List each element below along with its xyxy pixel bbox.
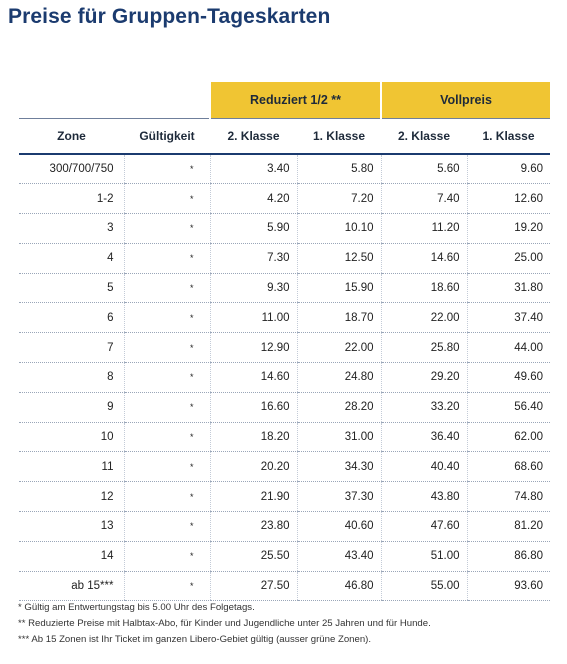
full-2nd-class-price: 5.60 [381,154,467,184]
reduced-2nd-class-price: 7.30 [210,243,297,273]
zone-cell: 8 [19,363,124,393]
column-header-reduced-1st-class: 1. Klasse [297,118,381,154]
validity-cell: * [124,243,210,273]
full-1st-class-price: 56.40 [467,392,550,422]
footnote-reduced-prices: ** Reduzierte Preise mit Halbtax-Abo, für Kinder und Jugendliche unter 25 Jahren und für Hunde. [18,618,431,629]
group-header-full: Vollpreis [381,82,550,118]
footnote-validity: * Gültig am Entwertungstag bis 5.00 Uhr des Folgetags. [18,602,255,613]
validity-cell: * [124,541,210,571]
full-1st-class-price: 74.80 [467,482,550,512]
full-2nd-class-price: 51.00 [381,541,467,571]
full-1st-class-price: 86.80 [467,541,550,571]
reduced-1st-class-price: 40.60 [297,512,381,542]
full-2nd-class-price: 40.40 [381,452,467,482]
full-2nd-class-price: 22.00 [381,303,467,333]
full-2nd-class-price: 33.20 [381,392,467,422]
full-1st-class-price: 93.60 [467,571,550,601]
full-1st-class-price: 49.60 [467,363,550,393]
reduced-2nd-class-price: 5.90 [210,214,297,244]
zone-cell: 3 [19,214,124,244]
validity-cell: * [124,333,210,363]
full-2nd-class-price: 29.20 [381,363,467,393]
reduced-2nd-class-price: 25.50 [210,541,297,571]
validity-cell: * [124,571,210,601]
column-header-reduced-2nd-class: 2. Klasse [210,118,297,154]
column-header-zone: Zone [19,118,124,154]
table-row [19,243,550,273]
table-body [19,154,550,601]
zone-cell: 7 [19,333,124,363]
full-2nd-class-price: 36.40 [381,422,467,452]
table-row [19,273,550,303]
validity-cell: * [124,452,210,482]
full-1st-class-price: 19.20 [467,214,550,244]
table-row [19,363,550,393]
reduced-1st-class-price: 18.70 [297,303,381,333]
validity-cell: * [124,392,210,422]
page-title: Preise für Gruppen-Tageskarten [8,5,331,28]
zone-cell: 10 [19,422,124,452]
table-row [19,303,550,333]
full-2nd-class-price: 7.40 [381,184,467,214]
zone-cell: 14 [19,541,124,571]
reduced-2nd-class-price: 27.50 [210,571,297,601]
table-row [19,184,550,214]
validity-cell: * [124,154,210,184]
full-1st-class-price: 44.00 [467,333,550,363]
validity-cell: * [124,422,210,452]
validity-cell: * [124,482,210,512]
full-2nd-class-price: 43.80 [381,482,467,512]
validity-cell: * [124,214,210,244]
reduced-2nd-class-price: 14.60 [210,363,297,393]
column-header-row [19,118,550,154]
table-row [19,512,550,542]
reduced-1st-class-price: 37.30 [297,482,381,512]
full-2nd-class-price: 47.60 [381,512,467,542]
reduced-1st-class-price: 15.90 [297,273,381,303]
table-row [19,422,550,452]
zone-cell: 300/700/750 [19,154,124,184]
full-2nd-class-price: 55.00 [381,571,467,601]
price-table [19,82,550,601]
table-row [19,452,550,482]
group-header-row [19,82,550,118]
validity-cell: * [124,512,210,542]
full-1st-class-price: 37.40 [467,303,550,333]
reduced-2nd-class-price: 21.90 [210,482,297,512]
validity-cell: * [124,273,210,303]
table-row [19,333,550,363]
reduced-2nd-class-price: 11.00 [210,303,297,333]
reduced-2nd-class-price: 4.20 [210,184,297,214]
reduced-2nd-class-price: 23.80 [210,512,297,542]
footnote-libero-zone: *** Ab 15 Zonen ist Ihr Ticket im ganzen Libero-Gebiet gültig (ausser grüne Zonen). [18,634,372,645]
column-header-validity: Gültigkeit [124,118,210,154]
reduced-1st-class-price: 10.10 [297,214,381,244]
zone-cell: 1-2 [19,184,124,214]
table-row [19,482,550,512]
reduced-1st-class-price: 7.20 [297,184,381,214]
table-row [19,214,550,244]
reduced-2nd-class-price: 9.30 [210,273,297,303]
reduced-2nd-class-price: 20.20 [210,452,297,482]
zone-cell: 12 [19,482,124,512]
group-header-spacer [19,82,210,118]
zone-cell: 4 [19,243,124,273]
column-header-full-2nd-class: 2. Klasse [381,118,467,154]
validity-cell: * [124,184,210,214]
reduced-2nd-class-price: 3.40 [210,154,297,184]
reduced-1st-class-price: 43.40 [297,541,381,571]
reduced-1st-class-price: 31.00 [297,422,381,452]
reduced-1st-class-price: 46.80 [297,571,381,601]
full-1st-class-price: 12.60 [467,184,550,214]
validity-cell: * [124,363,210,393]
footnotes [18,600,431,648]
table-row [19,392,550,422]
full-1st-class-price: 68.60 [467,452,550,482]
zone-cell: ab 15*** [19,571,124,601]
full-2nd-class-price: 18.60 [381,273,467,303]
zone-cell: 5 [19,273,124,303]
reduced-2nd-class-price: 12.90 [210,333,297,363]
reduced-2nd-class-price: 16.60 [210,392,297,422]
group-header-reduced: Reduziert 1/2 ** [210,82,381,118]
table-row [19,541,550,571]
full-2nd-class-price: 14.60 [381,243,467,273]
full-1st-class-price: 31.80 [467,273,550,303]
reduced-1st-class-price: 28.20 [297,392,381,422]
reduced-2nd-class-price: 18.20 [210,422,297,452]
reduced-1st-class-price: 24.80 [297,363,381,393]
zone-cell: 6 [19,303,124,333]
validity-cell: * [124,303,210,333]
full-1st-class-price: 62.00 [467,422,550,452]
reduced-1st-class-price: 34.30 [297,452,381,482]
table-row [19,571,550,601]
full-1st-class-price: 25.00 [467,243,550,273]
reduced-1st-class-price: 5.80 [297,154,381,184]
column-header-full-1st-class: 1. Klasse [467,118,550,154]
reduced-1st-class-price: 12.50 [297,243,381,273]
zone-cell: 9 [19,392,124,422]
full-2nd-class-price: 11.20 [381,214,467,244]
full-1st-class-price: 81.20 [467,512,550,542]
reduced-1st-class-price: 22.00 [297,333,381,363]
zone-cell: 11 [19,452,124,482]
table-row [19,154,550,184]
full-1st-class-price: 9.60 [467,154,550,184]
zone-cell: 13 [19,512,124,542]
full-2nd-class-price: 25.80 [381,333,467,363]
